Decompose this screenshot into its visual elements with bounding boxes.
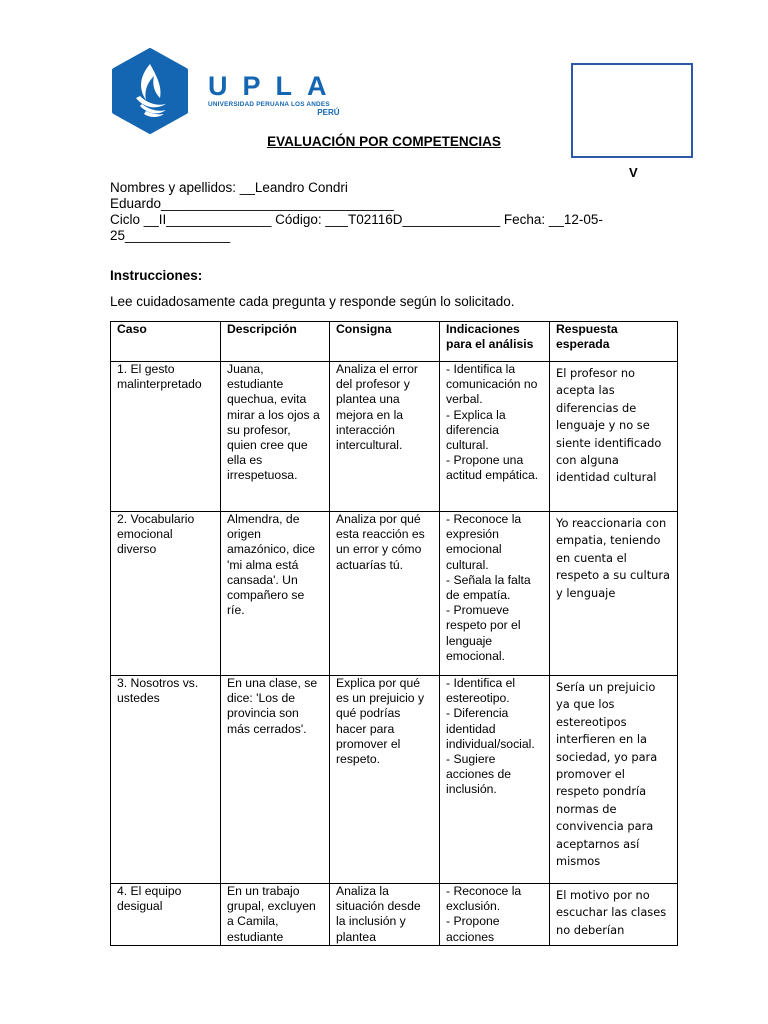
cell-indicaciones: [440, 362, 550, 512]
indication-item: - Reconoce la expresión emocional cultural.: [446, 512, 522, 572]
indication-item: - Identifica la comunicación no verbal.: [446, 362, 538, 407]
student-name-line: Nombres y apellidos: __Leandro Condri: [110, 180, 348, 195]
cell-descripcion: Almendra, de origen amazónico, dice 'mi alma está cansada'. Un compañero se ríe.: [221, 512, 330, 676]
indication-item: - Explica la diferencia cultural.: [446, 407, 506, 453]
university-logo-icon: [110, 48, 190, 134]
cell-respuesta: El profesor no acepta las diferencias de lenguaje y no se siente identificado con alguna identidad cultural: [550, 362, 678, 512]
table-header-row: [111, 322, 678, 362]
table-row: [111, 512, 678, 676]
cell-indicaciones: [440, 512, 550, 676]
table-row: [111, 362, 678, 512]
cell-indicaciones: [440, 884, 550, 946]
cell-caso: 1. El gesto malinterpretado: [111, 362, 221, 512]
cell-consigna: Analiza por qué esta reacción es un error y cómo actuarías tú.: [330, 512, 440, 676]
indication-item: - Diferencia identidad individual/social.: [446, 706, 535, 751]
table-row: [111, 676, 678, 884]
brand-block: [208, 72, 342, 117]
header-caso: Caso: [111, 322, 221, 362]
student-info: [110, 180, 650, 244]
cell-indicaciones: [440, 676, 550, 884]
header-respuesta: Respuesta esperada: [550, 322, 678, 362]
header-descripcion: Descripción: [221, 322, 330, 362]
indication-item: - Reconoce la exclusión.: [446, 884, 522, 914]
instructions-title: Instrucciones:: [110, 268, 203, 283]
cell-respuesta: Yo reaccionaria con empatia, teniendo en cuenta el respeto a su cultura y lenguaje: [550, 512, 678, 676]
evaluation-table: [110, 321, 678, 946]
indication-item: - Señala la falta de empatía.: [446, 572, 531, 603]
instructions-text: Lee cuidadosamente cada pregunta y responde según lo solicitado.: [110, 294, 515, 309]
cell-caso: 3. Nosotros vs. ustedes: [111, 676, 221, 884]
cell-respuesta: El motivo por no escuchar las clases no deberían: [550, 884, 678, 946]
cycle-code-date-line: Ciclo __II______________ Código: ___T02116D_____________ Fecha: __12-05-: [110, 212, 603, 227]
student-name-line-cont: Eduardo_______________________________: [110, 196, 394, 211]
brand-country: PERÚ: [317, 108, 340, 117]
page-title: EVALUACIÓN POR COMPETENCIAS: [267, 134, 501, 149]
brand-name: UPLA: [208, 71, 342, 101]
indication-item: - Identifica el estereotipo.: [446, 676, 516, 706]
brand-subtitle: UNIVERSIDAD PERUANA LOS ANDES: [208, 101, 330, 108]
cell-consigna: Analiza el error del profesor y plantea una mejora en la interacción intercultural.: [330, 362, 440, 512]
header-indicaciones: Indicaciones para el análisis: [440, 322, 550, 362]
indication-item: - Propone acciones: [446, 914, 500, 944]
cell-descripcion: Juana, estudiante quechua, evita mirar a los ojos a su profesor, quien cree que ella es irrespetuosa.: [221, 362, 330, 512]
date-line-cont: 25______________: [110, 228, 231, 243]
indication-item: - Promueve respeto por el lenguaje emocional.: [446, 603, 521, 663]
indication-item: - Sugiere acciones de inclusión.: [446, 752, 512, 797]
cell-descripcion: En un trabajo grupal, excluyen a Camila, estudiante: [221, 884, 330, 946]
cell-caso: 2. Vocabulario emocional diverso: [111, 512, 221, 676]
cell-consigna: Explica por qué es un prejuicio y qué podrías hacer para promover el respeto.: [330, 676, 440, 884]
cell-respuesta: Sería un prejuicio ya que los estereotipos interfieren en la sociedad, yo para promover el respeto pondría normas de convivencia para aceptarnos así mismos: [550, 676, 678, 884]
cell-consigna: Analiza la situación desde la inclusión y plantea: [330, 884, 440, 946]
header-consigna: Consigna: [330, 322, 440, 362]
cell-caso: 4. El equipo desigual: [111, 884, 221, 946]
table-row: [111, 884, 678, 946]
cell-descripcion: En una clase, se dice: 'Los de provincia son más cerrados'.: [221, 676, 330, 884]
corner-mark: V: [629, 165, 638, 180]
indication-item: - Propone una actitud empática.: [446, 453, 539, 483]
